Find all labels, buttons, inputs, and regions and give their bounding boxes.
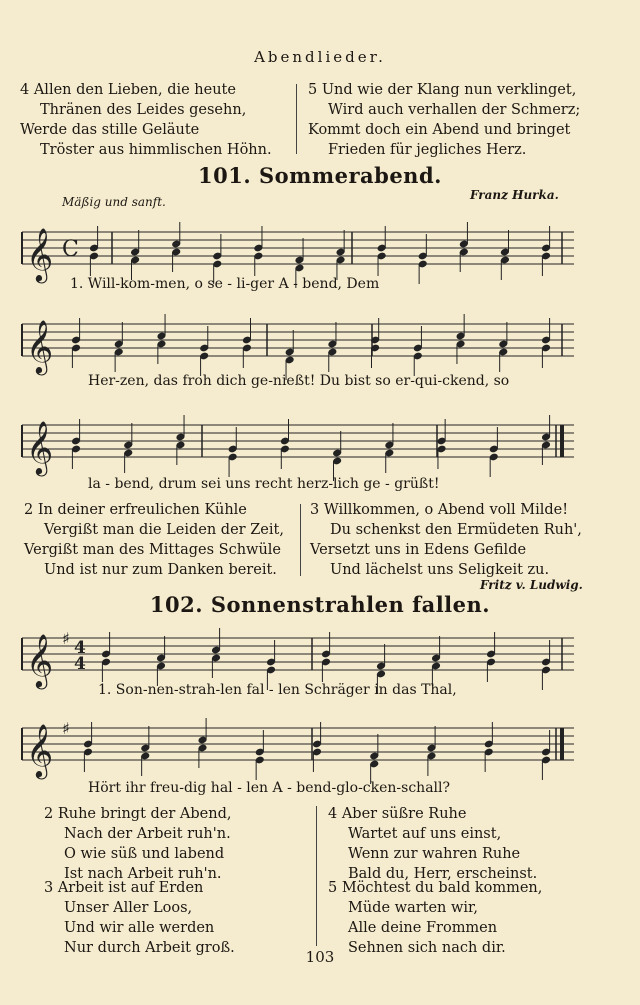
hymn-101-title: 101. Sommerabend. xyxy=(198,163,442,188)
stanza-line: Und ist nur zum Danken bereit. xyxy=(44,562,277,578)
stanza-line: 3 Willkommen, o Abend voll Milde! xyxy=(310,502,569,518)
stanza-line: 5 Möchtest du bald kommen, xyxy=(328,880,543,896)
svg-text:𝄞: 𝄞 xyxy=(26,723,54,777)
music-staff-102-1 xyxy=(22,628,582,688)
stanza-101-2 xyxy=(24,500,284,580)
svg-text:4: 4 xyxy=(74,638,86,658)
lyrics-101-1: 1. Will-kom-men, o se - li-ger A - bend, Dem xyxy=(70,276,380,292)
stanza-line: Nach der Arbeit ruh'n. xyxy=(64,826,231,842)
stanza-line: Tröster aus himmlischen Höhn. xyxy=(40,142,272,158)
stanza-line: Wartet auf uns einst, xyxy=(348,826,502,842)
stanza-line: Sehnen sich nach dir. xyxy=(348,940,506,956)
stanza-line: Thränen des Leides gesehn, xyxy=(40,102,247,118)
lyrics-102-2: Hört ihr freu-dig hal - len A - bend-glo-cken-schall? xyxy=(88,780,451,796)
page-header: Abendlieder. xyxy=(254,48,386,66)
svg-text:♯: ♯ xyxy=(62,629,70,648)
stanza-102-4 xyxy=(328,804,537,884)
svg-text:♯: ♯ xyxy=(62,719,70,738)
stanza-line: Ist nach Arbeit ruh'n. xyxy=(64,866,222,882)
lyrics-102-1: 1. Son-nen-strah-len fal - len Schräger in das Thal, xyxy=(98,682,457,698)
hymn-102-title: 102. Sonnenstrahlen fallen. xyxy=(149,592,491,617)
stanza-line: Und wir alle werden xyxy=(64,920,215,936)
stanza-line: Wenn zur wahren Ruhe xyxy=(348,846,521,862)
stanza-line: 4 Allen den Lieben, die heute xyxy=(20,82,236,98)
stanza-line: Bald du, Herr, erscheinst. xyxy=(348,866,538,882)
music-staff-102-2 xyxy=(22,718,582,778)
svg-text:𝄞: 𝄞 xyxy=(26,633,54,687)
stanza-line: 4 Aber süßre Ruhe xyxy=(328,806,467,822)
stanza-line: Werde das stille Geläute xyxy=(20,122,200,138)
svg-text:𝄞: 𝄞 xyxy=(26,420,54,474)
stanza-line: 2 In deiner erfreulichen Kühle xyxy=(24,502,247,518)
stanza-line: Wird auch verhallen der Schmerz; xyxy=(328,102,581,118)
column-divider xyxy=(296,84,297,154)
stanza-101-3 xyxy=(310,500,582,580)
composer: Franz Hurka. xyxy=(470,188,559,202)
stanza-102-2 xyxy=(44,804,232,884)
column-divider xyxy=(316,806,317,946)
lyrics-101-3: la - bend, drum sei uns recht herz-lich ge - grüßt! xyxy=(88,476,440,492)
svg-text:𝄞: 𝄞 xyxy=(26,227,54,281)
stanza-line: Kommt doch ein Abend und bringet xyxy=(308,122,571,138)
stanza-line: Alle deine Frommen xyxy=(348,920,498,936)
text-author: Fritz v. Ludwig. xyxy=(480,578,583,592)
stanza-line: Müde warten wir, xyxy=(348,900,478,916)
stanza-line: O wie süß und labend xyxy=(64,846,225,862)
stanza-line: Versetzt uns in Edens Gefilde xyxy=(310,542,527,558)
stanza-line: Frieden für jegliches Herz. xyxy=(328,142,527,158)
stanza-line: 3 Arbeit ist auf Erden xyxy=(44,880,204,896)
stanza-line: Nur durch Arbeit groß. xyxy=(64,940,235,956)
lyrics-101-2: Her-zen, das froh dich ge-nießt! Du bist so er-qui-ckend, so xyxy=(88,373,510,389)
stanza-102-5 xyxy=(328,878,542,958)
stanza-4 xyxy=(20,80,272,160)
music-staff-101-3 xyxy=(22,415,582,475)
svg-text:C: C xyxy=(62,237,79,262)
music-staff-101-1 xyxy=(22,222,582,282)
stanza-line: 5 Und wie der Klang nun verklinget, xyxy=(308,82,577,98)
stanza-5 xyxy=(308,80,580,160)
column-divider xyxy=(300,504,301,576)
tempo-marking: Mäßig und sanft. xyxy=(62,195,166,209)
stanza-line: Und lächelst uns Seligkeit zu. xyxy=(330,562,550,578)
stanza-line: Unser Aller Loos, xyxy=(64,900,193,916)
page-number: 103 xyxy=(305,948,335,966)
stanza-line: Vergißt man des Mittages Schwüle xyxy=(24,542,282,558)
stanza-line: Vergißt man die Leiden der Zeit, xyxy=(44,522,284,538)
svg-text:4: 4 xyxy=(74,654,86,674)
stanza-line: 2 Ruhe bringt der Abend, xyxy=(44,806,232,822)
svg-text:𝄞: 𝄞 xyxy=(26,319,54,373)
stanza-102-3 xyxy=(44,878,235,958)
stanza-line: Du schenkst den Ermüdeten Ruh', xyxy=(330,522,582,538)
music-staff-101-2 xyxy=(22,314,582,374)
